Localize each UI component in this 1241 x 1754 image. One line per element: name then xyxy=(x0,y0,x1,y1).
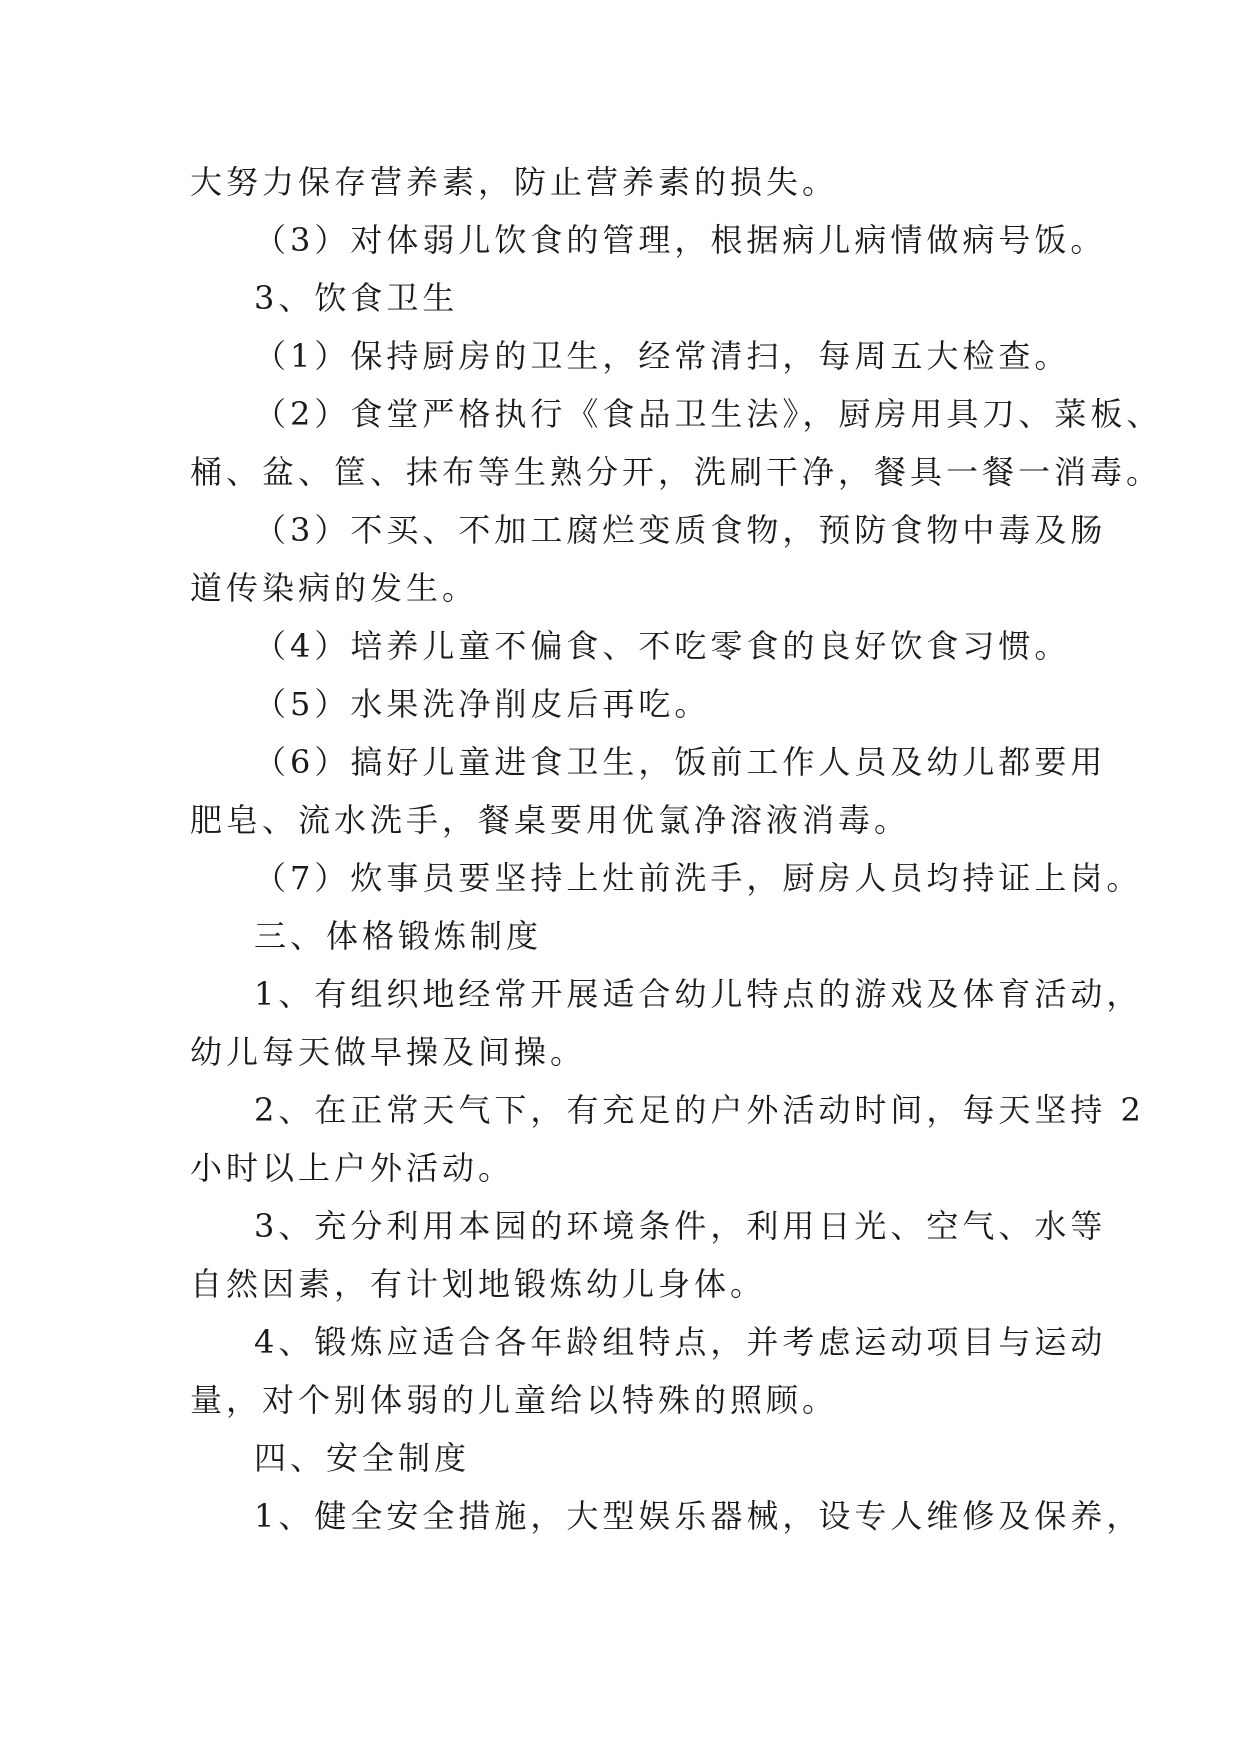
text-line: 4、锻炼应适合各年龄组特点，并考虑运动项目与运动 xyxy=(254,1323,1107,1361)
text-line: （7）炊事员要坚持上灶前洗手，厨房人员均持证上岗。 xyxy=(254,859,1143,897)
text-line: 肥皂、流水洗手，餐桌要用优氯净溶液消毒。 xyxy=(190,801,911,839)
text-line: （3）不买、不加工腐烂变质食物，预防食物中毒及肠 xyxy=(254,511,1107,549)
text-line: 道传染病的发生。 xyxy=(190,569,479,607)
text-line: （5）水果洗净削皮后再吃。 xyxy=(254,685,711,723)
section-heading: 三、体格锻炼制度 xyxy=(254,917,543,955)
text-line: 1、有组织地经常开展适合幼儿特点的游戏及体育活动， xyxy=(254,975,1143,1013)
text-line: 小时以上户外活动。 xyxy=(190,1149,515,1187)
text-line: 大努力保存营养素，防止营养素的损失。 xyxy=(190,163,839,201)
text-line: 幼儿每天做早操及间操。 xyxy=(190,1033,587,1071)
text-line: 3、充分利用本园的环境条件，利用日光、空气、水等 xyxy=(254,1207,1107,1245)
section-heading: 四、安全制度 xyxy=(254,1439,471,1477)
text-line: （4）培养儿童不偏食、不吃零食的良好饮食习惯。 xyxy=(254,627,1071,665)
text-line: （2）食堂严格执行《食品卫生法》，厨房用具刀、菜板、 xyxy=(254,395,1163,433)
text-line: （6）搞好儿童进食卫生，饭前工作人员及幼儿都要用 xyxy=(254,743,1107,781)
text-line: 量，对个别体弱的儿童给以特殊的照顾。 xyxy=(190,1381,839,1419)
section-heading: 3、饮食卫生 xyxy=(254,279,459,317)
text-line: 桶、盆、筐、抹布等生熟分开，洗刷干净，餐具一餐一消毒。 xyxy=(190,453,1163,491)
text-line: 2、在正常天气下，有充足的户外活动时间，每天坚持 2 xyxy=(254,1091,1145,1129)
text-line: （1）保持厨房的卫生，经常清扫，每周五大检查。 xyxy=(254,337,1071,375)
text-line: （3）对体弱儿饮食的管理，根据病儿病情做病号饭。 xyxy=(254,221,1107,259)
text-line: 自然因素，有计划地锻炼幼儿身体。 xyxy=(190,1265,767,1303)
text-line: 1、健全安全措施，大型娱乐器械，设专人维修及保养， xyxy=(254,1497,1143,1535)
